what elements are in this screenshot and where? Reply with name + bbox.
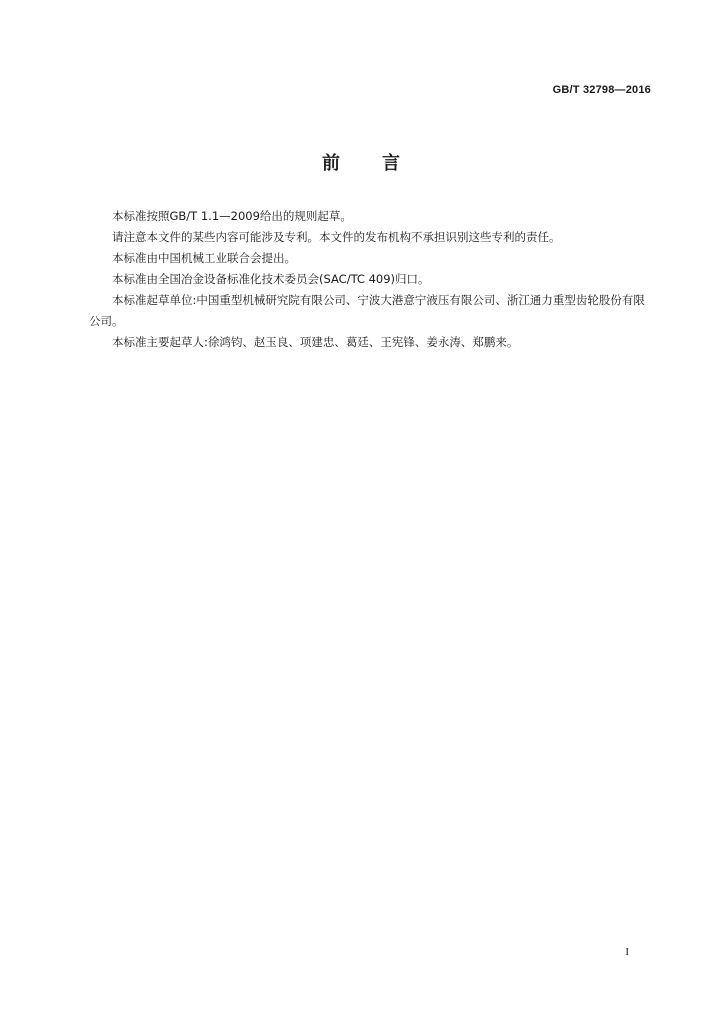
title-char-1: 前: [322, 153, 342, 174]
foreword-body: [89, 206, 649, 353]
paragraph-drafting-rules: 本标准按照GB/T 1.1—2009给出的规则起草。: [112, 209, 352, 223]
paragraph-responsible-committee: 本标准由全国冶金设备标准化技术委员会(SAC/TC 409)归口。: [112, 272, 430, 286]
title-char-2: 言: [382, 153, 402, 174]
paragraph-patent-notice: 请注意本文件的某些内容可能涉及专利。本文件的发布机构不承担识别这些专利的责任。: [112, 230, 561, 244]
standard-number: GB/T 32798—2016: [552, 84, 651, 96]
page-number: I: [625, 946, 629, 958]
paragraph-drafting-units: 本标准起草单位:中国重型机械研究院有限公司、宁波大港意宁液压有限公司、浙江通力重型齿轮股份有限公司。: [89, 293, 645, 328]
paragraph-drafters: 本标准主要起草人:徐鸿钧、赵玉良、项建忠、葛廷、王宪锋、姜永涛、郑鹏来。: [112, 335, 519, 349]
paragraph-proposer: 本标准由中国机械工业联合会提出。: [112, 251, 296, 265]
page-title: [0, 149, 724, 175]
